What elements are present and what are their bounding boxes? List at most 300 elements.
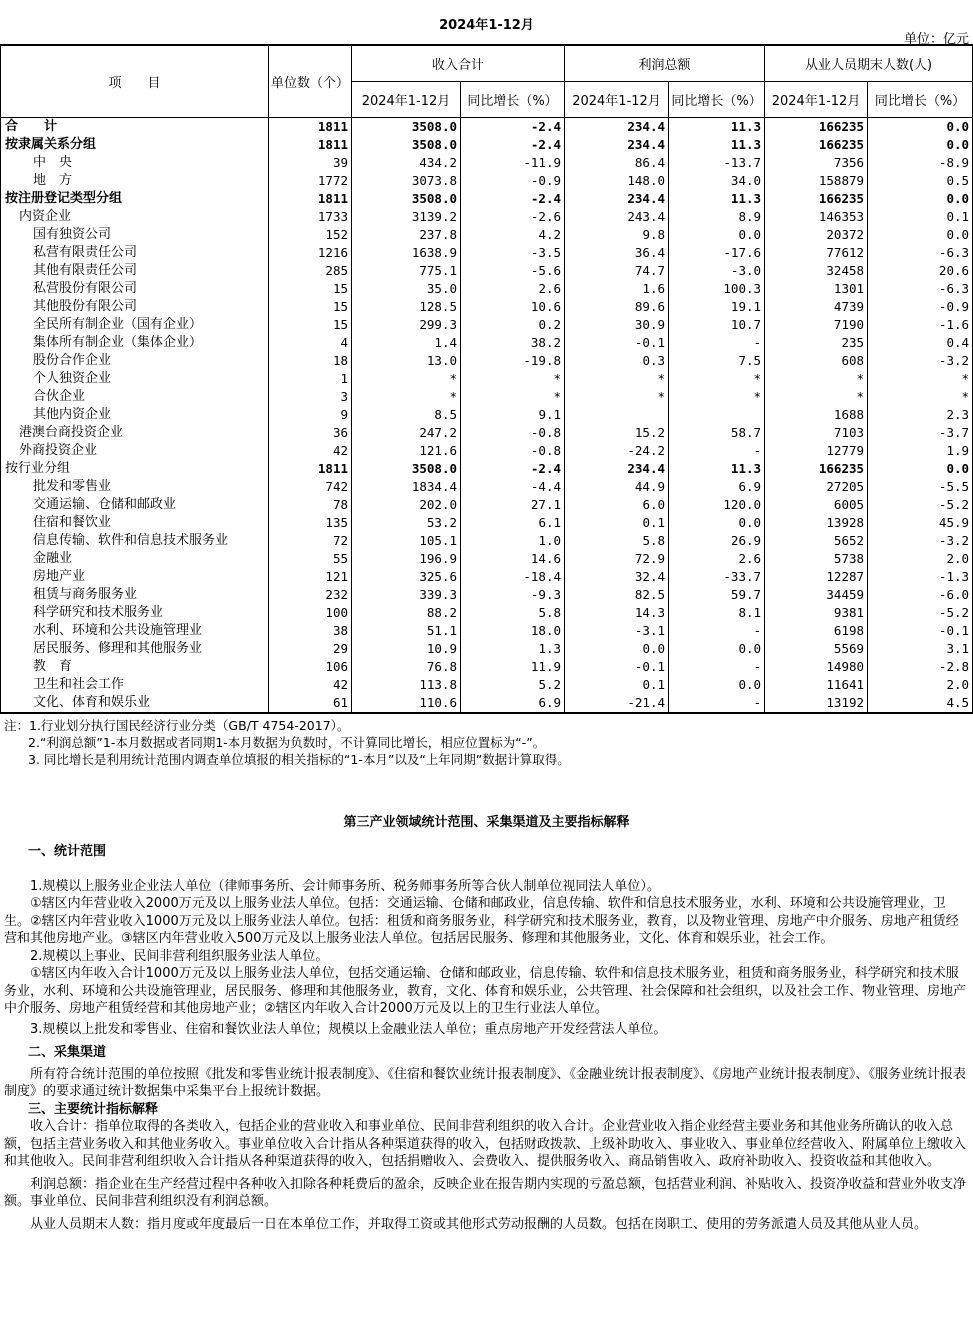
row-name: 按隶属关系分组: [1, 136, 269, 154]
cell-profit: 0.3: [565, 352, 669, 370]
cell-income: 8.5: [352, 406, 461, 424]
row-name: 其他有限责任公司: [1, 262, 269, 280]
cell-emp-g: 2.0: [868, 676, 973, 694]
scope-paragraph-5: 3.规模以上批发和零售业、住宿和餐饮业法人单位；规模以上金融业法人单位；重点房地产开发经营法人单位。: [30, 1021, 667, 1037]
cell-income-g: *: [461, 388, 565, 406]
cell-profit: 148.0: [565, 172, 669, 190]
table-row: [1, 136, 973, 154]
cell-income: 3508.0: [352, 118, 461, 137]
scope-paragraph-4: ①辖区内年收入合计1000万元及以上服务业法人单位，包括交通运输、仓储和邮政业，信息传输、软件和信息技术服务业，租赁和商务服务业，科学研究和技术服务业，水利、环境和公共设施管理业，居民服务、修理和其他服务业，教育，文化、体育和娱乐业，公共管理、社会保障和社会组织，以及社会工作、物业管理、房地产中介服务、房地产租赁经营和其他房地产业；②辖区内年收入合计2000万元及以上的卫生行业法人单位。: [4, 966, 967, 1016]
cell-units: 38: [269, 622, 352, 640]
cell-profit-g: 11.3: [669, 118, 765, 137]
row-name: 租赁与商务服务业: [1, 586, 269, 604]
cell-emp: 20372: [765, 226, 868, 244]
cell-units: 42: [269, 442, 352, 460]
cell-profit-g: 0.0: [669, 676, 765, 694]
cell-emp: 13192: [765, 694, 868, 713]
cell-units: 72: [269, 532, 352, 550]
cell-profit-g: 19.1: [669, 298, 765, 316]
cell-income-g: -0.9: [461, 172, 565, 190]
cell-profit-g: 8.1: [669, 604, 765, 622]
cell-income: 35.0: [352, 280, 461, 298]
cell-emp: 146353: [765, 208, 868, 226]
cell-emp: 13928: [765, 514, 868, 532]
cell-income-g: 6.1: [461, 514, 565, 532]
row-name: 金融业: [1, 550, 269, 568]
cell-emp-g: -6.0: [868, 586, 973, 604]
cell-profit: -24.2: [565, 442, 669, 460]
cell-profit-g: -: [669, 442, 765, 460]
cell-units: 39: [269, 154, 352, 172]
row-name: 其他内资企业: [1, 406, 269, 424]
cell-income-g: -0.8: [461, 442, 565, 460]
row-name: 私营有限责任公司: [1, 244, 269, 262]
cell-income-g: -9.3: [461, 586, 565, 604]
cell-units: 152: [269, 226, 352, 244]
cell-income: 53.2: [352, 514, 461, 532]
cell-emp-g: 0.0: [868, 118, 973, 137]
cell-emp: 1301: [765, 280, 868, 298]
cell-emp: 9381: [765, 604, 868, 622]
cell-units: 15: [269, 298, 352, 316]
table-row: [1, 586, 973, 604]
cell-emp-g: *: [868, 370, 973, 388]
cell-profit-g: *: [669, 370, 765, 388]
header-income-period: 2024年1-12月: [352, 82, 461, 118]
cell-profit: 234.4: [565, 190, 669, 208]
cell-emp-g: *: [868, 388, 973, 406]
cell-profit: 74.7: [565, 262, 669, 280]
cell-income-g: -2.4: [461, 190, 565, 208]
cell-income: 775.1: [352, 262, 461, 280]
row-name: 地 方: [1, 172, 269, 190]
row-name: 全民所有制企业（国有企业）: [1, 316, 269, 334]
explanation-text: [4, 843, 966, 1233]
cell-units: 1216: [269, 244, 352, 262]
cell-profit: -0.1: [565, 334, 669, 352]
table-row: [1, 370, 973, 388]
cell-income: 3139.2: [352, 208, 461, 226]
cell-profit: 0.1: [565, 514, 669, 532]
cell-income-g: -5.6: [461, 262, 565, 280]
cell-emp-g: -6.3: [868, 244, 973, 262]
header-profit: 利润总额: [565, 45, 765, 82]
cell-emp: 5738: [765, 550, 868, 568]
cell-income: 247.2: [352, 424, 461, 442]
cell-emp-g: -5.2: [868, 496, 973, 514]
table-row: [1, 532, 973, 550]
cell-units: 1733: [269, 208, 352, 226]
row-name: 港澳台商投资企业: [1, 424, 269, 442]
row-name: 住宿和餐饮业: [1, 514, 269, 532]
cell-profit: 32.4: [565, 568, 669, 586]
cell-profit: 72.9: [565, 550, 669, 568]
cell-income-g: -0.8: [461, 424, 565, 442]
cell-emp: 235: [765, 334, 868, 352]
row-name: 其他股份有限公司: [1, 298, 269, 316]
cell-income-g: -11.9: [461, 154, 565, 172]
cell-emp: 608: [765, 352, 868, 370]
cell-profit: 89.6: [565, 298, 669, 316]
cell-profit-g: -3.0: [669, 262, 765, 280]
table-row: [1, 118, 973, 137]
row-name: 居民服务、修理和其他服务业: [1, 640, 269, 658]
cell-emp: 6005: [765, 496, 868, 514]
table-row: [1, 352, 973, 370]
cell-units: 1: [269, 370, 352, 388]
cell-profit: 5.8: [565, 532, 669, 550]
cell-profit-g: 0.0: [669, 226, 765, 244]
cell-income-g: 38.2: [461, 334, 565, 352]
row-name: 卫生和社会工作: [1, 676, 269, 694]
cell-income: 3508.0: [352, 190, 461, 208]
cell-profit-g: 2.6: [669, 550, 765, 568]
cell-income-g: -2.6: [461, 208, 565, 226]
cell-income: 3508.0: [352, 460, 461, 478]
cell-income-g: 4.2: [461, 226, 565, 244]
cell-profit-g: -: [669, 622, 765, 640]
cell-emp-g: 0.0: [868, 460, 973, 478]
row-name: 教 育: [1, 658, 269, 676]
cell-units: 285: [269, 262, 352, 280]
cell-emp-g: -3.2: [868, 352, 973, 370]
header-emp-period: 2024年1-12月: [765, 82, 868, 118]
statistics-table: [0, 44, 973, 714]
cell-emp: *: [765, 388, 868, 406]
row-name: 国有独资公司: [1, 226, 269, 244]
cell-profit: *: [565, 388, 669, 406]
cell-income: 88.2: [352, 604, 461, 622]
header-employees: 从业人员期末人数(人): [765, 45, 973, 82]
table-row: [1, 478, 973, 496]
cell-income-g: -3.5: [461, 244, 565, 262]
row-name: 信息传输、软件和信息技术服务业: [1, 532, 269, 550]
cell-units: 9: [269, 406, 352, 424]
table-row: [1, 262, 973, 280]
cell-units: 18: [269, 352, 352, 370]
cell-emp-g: -1.3: [868, 568, 973, 586]
cell-profit-g: *: [669, 388, 765, 406]
cell-profit: -21.4: [565, 694, 669, 713]
table-row: [1, 568, 973, 586]
row-name: 房地产业: [1, 568, 269, 586]
row-name: 批发和零售业: [1, 478, 269, 496]
cell-profit: 234.4: [565, 460, 669, 478]
table-row: [1, 514, 973, 532]
cell-income-g: -2.4: [461, 136, 565, 154]
cell-income: *: [352, 370, 461, 388]
cell-units: 1811: [269, 460, 352, 478]
cell-units: 3: [269, 388, 352, 406]
row-name: 交通运输、仓储和邮政业: [1, 496, 269, 514]
cell-profit-g: -33.7: [669, 568, 765, 586]
table-row: [1, 550, 973, 568]
cell-income: 10.9: [352, 640, 461, 658]
row-name: 内资企业: [1, 208, 269, 226]
cell-emp-g: 2.3: [868, 406, 973, 424]
table-row: [1, 640, 973, 658]
cell-profit-g: 11.3: [669, 136, 765, 154]
cell-income-g: 1.3: [461, 640, 565, 658]
table-row: [1, 406, 973, 424]
cell-profit-g: 8.9: [669, 208, 765, 226]
row-name: 科学研究和技术服务业: [1, 604, 269, 622]
cell-units: 232: [269, 586, 352, 604]
cell-emp-g: -2.8: [868, 658, 973, 676]
row-name: 中 央: [1, 154, 269, 172]
cell-emp: 166235: [765, 460, 868, 478]
cell-emp: 7356: [765, 154, 868, 172]
cell-income-g: -2.4: [461, 118, 565, 137]
cell-emp-g: 1.9: [868, 442, 973, 460]
cell-income-g: -4.4: [461, 478, 565, 496]
cell-emp-g: 0.4: [868, 334, 973, 352]
cell-emp: 6198: [765, 622, 868, 640]
cell-profit: 30.9: [565, 316, 669, 334]
cell-units: 1772: [269, 172, 352, 190]
cell-profit-g: [669, 406, 765, 424]
cell-profit: 234.4: [565, 136, 669, 154]
cell-profit-g: 11.3: [669, 460, 765, 478]
cell-emp-g: 20.6: [868, 262, 973, 280]
header-profit-period: 2024年1-12月: [565, 82, 669, 118]
cell-emp: 166235: [765, 190, 868, 208]
cell-income-g: 9.1: [461, 406, 565, 424]
cell-units: 1811: [269, 118, 352, 137]
table-row: [1, 424, 973, 442]
cell-emp: 5652: [765, 532, 868, 550]
cell-income-g: -18.4: [461, 568, 565, 586]
row-name: 个人独资企业: [1, 370, 269, 388]
cell-emp: 14980: [765, 658, 868, 676]
cell-units: 42: [269, 676, 352, 694]
cell-emp: 27205: [765, 478, 868, 496]
cell-emp: 166235: [765, 136, 868, 154]
cell-emp: 77612: [765, 244, 868, 262]
cell-profit-g: 120.0: [669, 496, 765, 514]
header-item: 项 目: [1, 45, 269, 118]
cell-emp: 12287: [765, 568, 868, 586]
cell-profit-g: 100.3: [669, 280, 765, 298]
scope-paragraph-1: 1.规模以上服务业企业法人单位（律师事务所、会计师事务所、税务师事务所等合伙人制单位视同法人单位）。: [30, 878, 660, 894]
cell-units: 135: [269, 514, 352, 532]
cell-units: 15: [269, 280, 352, 298]
row-name: 合伙企业: [1, 388, 269, 406]
indicator-heading: 三、主要统计指标解释: [28, 1101, 159, 1117]
note-1: 注：1.行业划分执行国民经济行业分类（GB/T 4754-2017）。: [4, 718, 350, 733]
cell-income: 128.5: [352, 298, 461, 316]
cell-profit: 44.9: [565, 478, 669, 496]
cell-income: 196.9: [352, 550, 461, 568]
cell-income-g: 14.6: [461, 550, 565, 568]
cell-income: 3508.0: [352, 136, 461, 154]
cell-income: 1638.9: [352, 244, 461, 262]
header-emp-growth: 同比增长（%）: [868, 82, 973, 118]
cell-emp: 1688: [765, 406, 868, 424]
cell-units: 1811: [269, 136, 352, 154]
table-row: [1, 676, 973, 694]
cell-income: *: [352, 388, 461, 406]
table-row: [1, 172, 973, 190]
cell-profit: 243.4: [565, 208, 669, 226]
cell-income: 1834.4: [352, 478, 461, 496]
cell-units: 61: [269, 694, 352, 713]
cell-emp-g: -3.2: [868, 532, 973, 550]
cell-profit: 1.6: [565, 280, 669, 298]
cell-profit: *: [565, 370, 669, 388]
cell-emp-g: -1.6: [868, 316, 973, 334]
cell-income-g: -19.8: [461, 352, 565, 370]
cell-profit-g: 10.7: [669, 316, 765, 334]
table-row: [1, 226, 973, 244]
row-name: 股份合作企业: [1, 352, 269, 370]
table-row: [1, 694, 973, 713]
cell-emp: 34459: [765, 586, 868, 604]
cell-income: 51.1: [352, 622, 461, 640]
cell-emp: 32458: [765, 262, 868, 280]
indicator-income: 收入合计：指单位取得的各类收入，包括企业的营业收入和事业单位、民间非营利组织的收入合计。企业营业收入指企业经营主要业务和其他业务所确认的收入总额，包括主营业务收入和其他业务收入。事业单位收入合计指从各种渠道获得的收入，包括财政拨款、上级补助收入、事业收入、事业单位经营收入、附属单位上缴收入和其他收入。民间非营利组织收入合计指从各种渠道获得的收入，包括捐赠收入、会费收入、提供服务收入、商品销售收入、政府补助收入、投资收益和其他收入。: [4, 1119, 967, 1169]
cell-emp-g: 2.0: [868, 550, 973, 568]
cell-income: 299.3: [352, 316, 461, 334]
cell-profit: 9.8: [565, 226, 669, 244]
cell-emp-g: 3.1: [868, 640, 973, 658]
cell-profit-g: -17.6: [669, 244, 765, 262]
table-row: [1, 604, 973, 622]
table-row: [1, 244, 973, 262]
cell-profit-g: 34.0: [669, 172, 765, 190]
indicator-employees: 从业人员期末人数：指月度或年度最后一日在本单位工作，并取得工资或其他形式劳动报酬的人员数。包括在岗职工、使用的劳务派遣人员及其他从业人员。: [30, 1216, 928, 1232]
cell-income: 3073.8: [352, 172, 461, 190]
cell-emp-g: -0.9: [868, 298, 973, 316]
cell-emp-g: -8.9: [868, 154, 973, 172]
cell-income-g: 11.9: [461, 658, 565, 676]
cell-emp-g: 4.5: [868, 694, 973, 713]
cell-emp-g: -6.3: [868, 280, 973, 298]
table-row: [1, 190, 973, 208]
cell-profit: -0.1: [565, 658, 669, 676]
scope-paragraph-2: ①辖区内年营业收入2000万元及以上服务业法人单位。包括：交通运输、仓储和邮政业，信息传输、软件和信息技术服务业，水利、环境和公共设施管理业，卫生。②辖区内年营业收入1000万元及以上服务业法人单位。包括：租赁和商务服务业，科学研究和技术服务业，教育，以及物业管理、房地产中介服务、房地产租赁经营和其他房地产业。③辖区内年营业收入500万元及以上服务业法人单位。包括居民服务、修理和其他服务业，文化、体育和娱乐业，社会工作。: [4, 896, 959, 946]
table-row: [1, 658, 973, 676]
cell-emp-g: -0.1: [868, 622, 973, 640]
cell-income-g: 6.9: [461, 694, 565, 713]
section-title: 第三产业领域统计范围、采集渠道及主要指标解释: [343, 815, 630, 830]
cell-emp: 7190: [765, 316, 868, 334]
cell-units: 106: [269, 658, 352, 676]
cell-emp: 7103: [765, 424, 868, 442]
row-name: 按注册登记类型分组: [1, 190, 269, 208]
row-name: 按行业分组: [1, 460, 269, 478]
row-name: 私营股份有限公司: [1, 280, 269, 298]
cell-income-g: *: [461, 370, 565, 388]
cell-income-g: 27.1: [461, 496, 565, 514]
cell-income-g: 18.0: [461, 622, 565, 640]
cell-units: 36: [269, 424, 352, 442]
cell-income: 121.6: [352, 442, 461, 460]
cell-income-g: 5.8: [461, 604, 565, 622]
scope-paragraph-3: 2.规模以上事业、民间非营利组织服务业法人单位。: [30, 948, 329, 964]
cell-profit: 86.4: [565, 154, 669, 172]
cell-emp-g: 0.1: [868, 208, 973, 226]
row-name: 文化、体育和娱乐业: [1, 694, 269, 713]
row-name: 水利、环境和公共设施管理业: [1, 622, 269, 640]
cell-emp-g: 0.0: [868, 136, 973, 154]
cell-units: 15: [269, 316, 352, 334]
cell-profit-g: -13.7: [669, 154, 765, 172]
indicator-profit: 利润总额：指企业在生产经营过程中各种收入扣除各种耗费后的盈余，反映企业在报告期内实现的亏盈总额，包括营业利润、补贴收入、投资净收益和营业外收支净额。事业单位、民间非营利组织没有利润总额。: [4, 1176, 967, 1209]
cell-emp: *: [765, 370, 868, 388]
cell-emp: 4739: [765, 298, 868, 316]
channel-paragraph: 所有符合统计范围的单位按照《批发和零售业统计报表制度》、《住宿和餐饮业统计报表制度》、《金融业统计报表制度》、《房地产业统计报表制度》、《服务业统计报表制度》的要求通过统计数据集中采集平台上报统计数据。: [4, 1066, 967, 1099]
cell-emp-g: 0.0: [868, 226, 973, 244]
header-income: 收入合计: [352, 45, 565, 82]
cell-units: 742: [269, 478, 352, 496]
table-row: [1, 622, 973, 640]
cell-units: 4: [269, 334, 352, 352]
header-income-growth: 同比增长（%）: [461, 82, 565, 118]
cell-emp-g: -3.7: [868, 424, 973, 442]
cell-profit: 0.1: [565, 676, 669, 694]
cell-units: 100: [269, 604, 352, 622]
cell-profit: 0.0: [565, 640, 669, 658]
header-units: 单位数（个）: [269, 45, 352, 118]
header-profit-growth: 同比增长（%）: [669, 82, 765, 118]
table-row: [1, 316, 973, 334]
notes: [4, 717, 964, 768]
unit-label: 单位：亿元: [903, 32, 969, 47]
cell-units: 78: [269, 496, 352, 514]
cell-income: 325.6: [352, 568, 461, 586]
cell-profit-g: 0.0: [669, 514, 765, 532]
cell-profit: 15.2: [565, 424, 669, 442]
cell-income-g: -2.4: [461, 460, 565, 478]
cell-profit: 234.4: [565, 118, 669, 137]
cell-income: 434.2: [352, 154, 461, 172]
cell-income: 339.3: [352, 586, 461, 604]
table-row: [1, 442, 973, 460]
cell-emp: 11641: [765, 676, 868, 694]
cell-profit: [565, 406, 669, 424]
cell-income: 113.8: [352, 676, 461, 694]
cell-emp-g: -5.2: [868, 604, 973, 622]
cell-emp: 166235: [765, 118, 868, 137]
cell-profit: 14.3: [565, 604, 669, 622]
cell-profit: 82.5: [565, 586, 669, 604]
cell-profit-g: -: [669, 334, 765, 352]
cell-profit-g: 7.5: [669, 352, 765, 370]
cell-income: 13.0: [352, 352, 461, 370]
table-row: [1, 280, 973, 298]
cell-profit-g: 58.7: [669, 424, 765, 442]
cell-profit-g: 59.7: [669, 586, 765, 604]
cell-income-g: 10.6: [461, 298, 565, 316]
cell-profit: -3.1: [565, 622, 669, 640]
cell-emp: 158879: [765, 172, 868, 190]
cell-units: 55: [269, 550, 352, 568]
cell-profit: 36.4: [565, 244, 669, 262]
cell-income-g: 0.2: [461, 316, 565, 334]
cell-emp: 12779: [765, 442, 868, 460]
row-name: 外商投资企业: [1, 442, 269, 460]
table-row: [1, 298, 973, 316]
cell-emp-g: 0.0: [868, 190, 973, 208]
cell-income: 1.4: [352, 334, 461, 352]
cell-profit-g: 6.9: [669, 478, 765, 496]
note-2: 2.“利润总额”1-本月数据或者同期1-本月数据为负数时，不计算同比增长，相应位置标为“-”。: [28, 735, 546, 750]
cell-income: 76.8: [352, 658, 461, 676]
cell-income: 110.6: [352, 694, 461, 713]
cell-income: 237.8: [352, 226, 461, 244]
cell-emp: 5569: [765, 640, 868, 658]
